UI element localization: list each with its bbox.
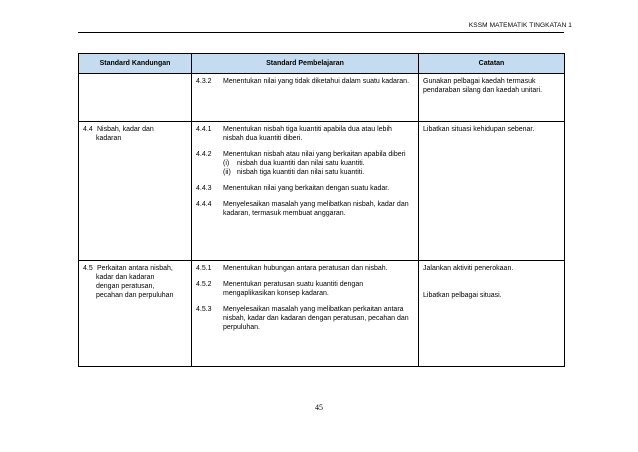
learning-objective xyxy=(196,200,414,218)
note-text: Gunakan pelbagai kaedah termasuk pendaraban silang dan kaedah unitari. xyxy=(423,78,543,94)
objective-text: Menyelesaikan masalah yang melibatkan perkaitan antara nisbah, kadar dan kadaran dengan peratusan, pecahan dan perpuluhan. xyxy=(223,306,409,331)
topic-title-line: pecahan dan perpuluhan xyxy=(96,292,174,299)
notes-cell xyxy=(419,74,565,122)
objective-number: 4.5.3 xyxy=(196,306,212,313)
objective-text: Menentukan nilai yang tidak diketahui dalam suatu kadaran. xyxy=(223,78,410,85)
content-standard-cell xyxy=(79,261,192,367)
objective-text: Menentukan nisbah tiga kuantiti apabila dua atau lebih nisbah dua kuantiti diberi. xyxy=(223,126,392,142)
topic-title-line: Perkaitan antara nisbah, xyxy=(96,265,173,272)
learning-standard-cell xyxy=(192,261,419,367)
objective-text: Menentukan nisbah atau nilai yang berkaitan apabila diberi xyxy=(223,151,406,158)
objective-number: 4.5.1 xyxy=(196,265,212,272)
learning-objective xyxy=(196,77,414,86)
objective-text: Menentukan peratusan suatu kuantiti dengan mengaplikasikan konsep kadaran. xyxy=(223,281,364,297)
table-row xyxy=(79,261,565,367)
objective-text: Menentukan nilai yang berkaitan dengan suatu kadar. xyxy=(223,185,390,192)
column-header-standard-pembelajaran: Standard Pembelajaran xyxy=(192,54,419,74)
table-row xyxy=(79,122,565,261)
running-header: KSSM MATEMATIK TINGKATAN 1 xyxy=(468,22,572,29)
objective-number: 4.4.2 xyxy=(196,151,212,158)
sub-item xyxy=(223,168,414,177)
objective-number: 4.4.4 xyxy=(196,201,212,208)
notes-cell xyxy=(419,122,565,261)
objective-text: Menyelesaikan masalah yang melibatkan nisbah, kadar dan kadaran, termasuk membuat anggaran. xyxy=(223,201,409,217)
learning-standard-cell xyxy=(192,74,419,122)
sub-item-text: nisbah tiga kuantiti dan nilai satu kuantiti. xyxy=(237,169,365,176)
learning-objective xyxy=(196,264,414,273)
topic-title-line: Nisbah, kadar dan xyxy=(96,126,154,133)
objective-text: Menentukan hubungan antara peratusan dan nisbah. xyxy=(223,265,388,272)
objective-number: 4.3.2 xyxy=(196,78,212,85)
learning-objective xyxy=(196,305,414,332)
column-header-catatan: Catatan xyxy=(419,54,565,74)
topic-title-line: kadar dan kadaran xyxy=(96,274,155,281)
note-text: Libatkan situasi kehidupan sebenar. xyxy=(423,126,535,133)
sub-item-label: (i) xyxy=(223,160,230,167)
topic-title xyxy=(83,125,187,134)
learning-objective xyxy=(196,280,414,298)
objective-number: 4.4.3 xyxy=(196,185,212,192)
learning-objective xyxy=(196,184,414,193)
column-header-standard-kandungan: Standard Kandungan xyxy=(79,54,192,74)
sub-item xyxy=(223,159,414,168)
topic-title-line: dengan peratusan, xyxy=(96,283,155,290)
learning-objective xyxy=(196,150,414,177)
header-divider xyxy=(78,32,564,33)
topic-title-line: kadaran xyxy=(96,135,122,142)
topic-number: 4.5 xyxy=(83,265,93,272)
curriculum-table xyxy=(78,53,565,367)
objective-number: 4.4.1 xyxy=(196,126,212,133)
sub-item-label: (ii) xyxy=(223,169,231,176)
sub-item-text: nisbah dua kuantiti dan nilai satu kuantiti. xyxy=(237,160,365,167)
content-standard-cell xyxy=(79,122,192,261)
learning-objective xyxy=(196,125,414,143)
note-text: Jalankan aktiviti penerokaan. xyxy=(423,265,514,272)
objective-number: 4.5.2 xyxy=(196,281,212,288)
topic-title xyxy=(83,264,187,273)
content-standard-cell xyxy=(79,74,192,122)
topic-number: 4.4 xyxy=(83,126,93,133)
page-number: 45 xyxy=(315,403,323,412)
learning-standard-cell xyxy=(192,122,419,261)
note-text: Libatkan pelbagai situasi. xyxy=(423,292,502,299)
table-header-row xyxy=(79,54,565,74)
notes-cell xyxy=(419,261,565,367)
table-row xyxy=(79,74,565,122)
